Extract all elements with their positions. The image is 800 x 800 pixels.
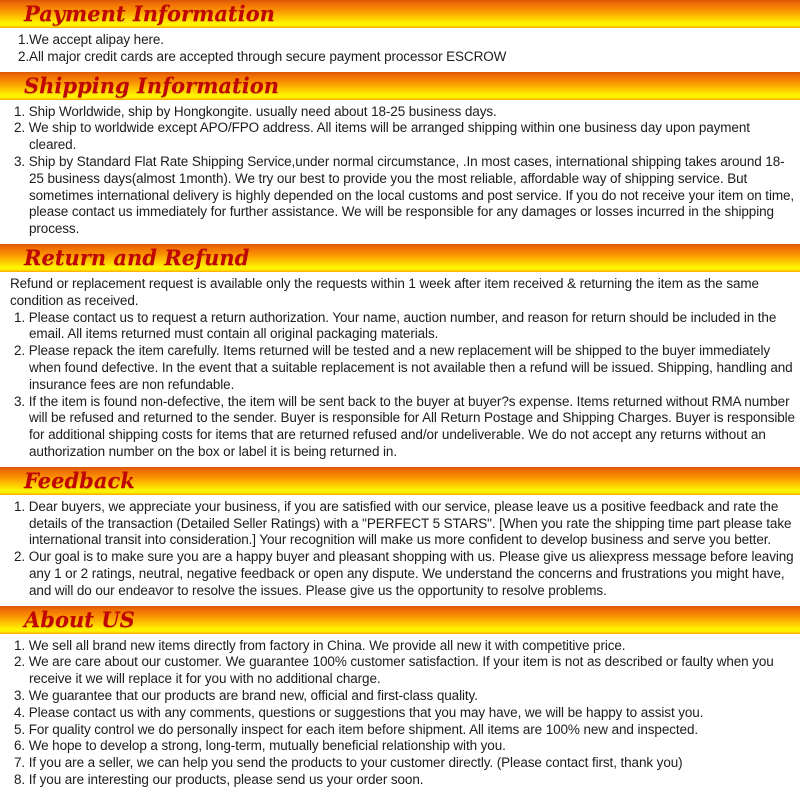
list-item: 8. If you are interesting our products, please send us your order soon.: [14, 771, 424, 787]
section-title: Feedback: [24, 467, 135, 493]
section-shipping-information: [0, 72, 800, 244]
list-item: 1. We sell all brand new items directly from factory in China. We provide all new it with competitive price.: [14, 637, 626, 653]
list-item: 3. If the item is found non-defective, the item will be sent back to the buyer at buyer?s expense. Items returned without RMA number will be refused and returned to the sender. Buyer is responsible for All Return Postage and Shipping Charges. Buyer is responsible for additional shipping costs for items that are returned refused and/or undeliverable. We do not accept any returns without an authorization number on the box or label it is being returned in.: [14, 393, 795, 459]
section-feedback: [0, 467, 800, 606]
list-item: 4. Please contact us with any comments, questions or suggestions that you may have, we will be happy to assist you.: [14, 704, 704, 720]
list-item: 2. Our goal is to make sure you are a happy buyer and pleasant shopping with us. Please give us aliexpress message before leaving any 1 or 2 ratings, neutral, negative feedback or open any dispute. We understand the concerns and frustrations you might have, and will do our endeavor to resolve the issues. Please give us the opportunity to resolve problems.: [14, 549, 794, 598]
list-item: 1. Ship Worldwide, ship by Hongkongite. usually need about 18-25 business days.: [14, 103, 497, 119]
section-body: [0, 272, 800, 467]
section-body: [0, 634, 800, 795]
section-header: [0, 467, 800, 495]
list-item: 7. If you are a seller, we can help you send the products to your customer directly. (Please contact first, thank you): [14, 755, 683, 771]
section-title: Payment Information: [24, 1, 275, 26]
list-item: 3. We guarantee that our products are brand new, official and first-class quality.: [14, 687, 478, 703]
section-body: [0, 495, 800, 606]
section-payment-information: [0, 0, 800, 72]
section-title: About US: [24, 606, 135, 632]
section-return-and-refund: [0, 244, 800, 467]
section-header: [0, 244, 800, 272]
list-item: 1. Please contact us to request a return authorization. Your name, auction number, and reason for return should be included in the email. All items returned must contain all original packaging materials.: [14, 309, 777, 342]
section-about-us: [0, 606, 800, 795]
section-header: [0, 72, 800, 100]
list-item: 2.All major credit cards are accepted through secure payment processor ESCROW: [18, 48, 507, 64]
list-item: 5. For quality control we do personally inspect for each item before shipment. All items are 100% new and inspected.: [14, 721, 699, 737]
list-item: 2. We ship to worldwide except APO/FPO address. All items will be arranged shipping within one business day upon payment cleared.: [14, 120, 750, 153]
section-intro: Refund or replacement request is available only the requests within 1 week after item received & returning the item as the same condition as received.: [10, 275, 759, 308]
list-item: 6. We hope to develop a strong, long-term, mutually beneficial relationship with you.: [14, 738, 506, 754]
section-body: [0, 100, 800, 244]
section-title: Shipping Information: [24, 72, 279, 98]
list-item: 1. Dear buyers, we appreciate your business, if you are satisfied with our service, please leave us a positive feedback and rate the details of the transaction (Detailed Seller Ratings) with a "PERFECT 5 STARS". [When you rate the shipping time part please take international transit into consideration.] Your recognition will make us more confident to develop business and serve you better.: [14, 498, 792, 548]
section-header: [0, 606, 800, 634]
list-item: 2. Please repack the item carefully. Items returned will be tested and a new replacement will be shipped to the buyer immediately when found defective. In the event that a suitable replacement is not available then a refund will be issued. Shipping, handling and insurance fees are non refundable.: [14, 343, 793, 392]
list-item: 3. Ship by Standard Flat Rate Shipping Service,under normal circumstance, .In most cases, international shipping takes around 18-25 business days(almost 1month). We try our best to provide you the most reliable, affordable way of shipping service. But sometimes international delivery is highly depended on the local customs and post service. If you do not receive your item on time, please contact us immediately for further assistance. We will be responsible for any damages or losses incurred in the shipping process.: [14, 153, 795, 237]
section-body: [0, 28, 800, 72]
list-item: 2. We are care about our customer. We guarantee 100% customer satisfaction. If your item is not as described or faulty when you receive it we will replace it for you with no additional charge.: [14, 654, 774, 687]
section-title: Return and Refund: [24, 244, 250, 270]
list-item: 1.We accept alipay here.: [18, 32, 164, 47]
section-header: [0, 0, 800, 28]
